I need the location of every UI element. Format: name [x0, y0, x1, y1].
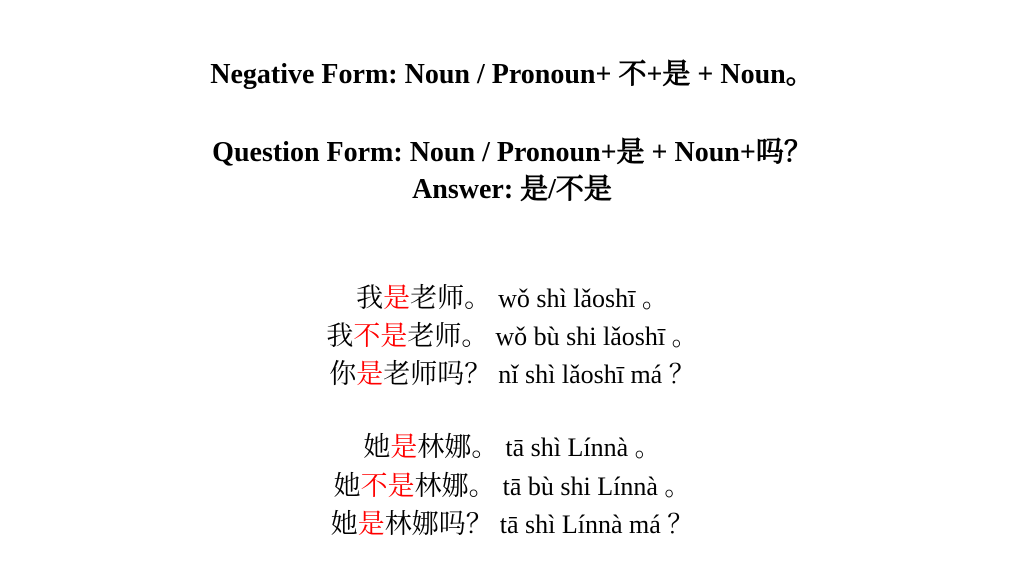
pinyin-text: nǐ shì lǎoshī má ？ — [498, 360, 695, 389]
chinese-text — [334, 471, 496, 502]
chinese-prefix: 你 — [329, 359, 357, 390]
example-sentence — [0, 361, 1024, 389]
chinese-text — [331, 509, 493, 540]
example-sentence — [0, 511, 1024, 539]
chinese-prefix: 我 — [356, 283, 384, 314]
negative-form-rule: Negative Form: Noun / Pronoun+ 不+是 + Noun。 — [210, 59, 814, 90]
chinese-prefix: 她 — [330, 509, 358, 540]
question-form-rule: Question Form: Noun / Pronoun+是 + Noun+吗？ — [212, 137, 812, 168]
chinese-suffix: 老师。 — [407, 321, 489, 352]
chinese-text — [363, 432, 498, 463]
highlighted-verb: 是 — [356, 359, 384, 390]
highlighted-verb: 是 — [390, 432, 418, 463]
chinese-prefix: 她 — [333, 471, 361, 502]
highlighted-verb: 是 — [357, 509, 385, 540]
chinese-suffix: 老师吗？ — [383, 359, 492, 390]
chinese-suffix: 老师。 — [410, 283, 492, 314]
chinese-prefix: 我 — [326, 321, 354, 352]
answer-rule: Answer: 是/不是 — [412, 174, 612, 205]
pinyin-text: tā bù shi Línnà 。 — [502, 472, 691, 501]
example-sentence — [0, 323, 1024, 351]
pinyin-text: wǒ bù shi lǎoshī 。 — [495, 322, 698, 351]
highlighted-verb: 不是 — [360, 471, 415, 502]
chinese-suffix: 林娜。 — [414, 471, 496, 502]
chinese-text — [326, 321, 488, 352]
chinese-prefix: 她 — [363, 432, 391, 463]
example-sentence — [0, 285, 1024, 313]
chinese-suffix: 林娜。 — [417, 432, 499, 463]
example-sentence — [0, 434, 1024, 462]
pinyin-text: tā shì Línnà má ？ — [499, 510, 694, 539]
highlighted-verb: 不是 — [353, 321, 408, 352]
highlighted-verb: 是 — [383, 283, 411, 314]
chinese-text — [356, 283, 491, 314]
example-sentence — [0, 473, 1024, 501]
pinyin-text: tā shì Línnà 。 — [505, 433, 661, 462]
chinese-suffix: 林娜吗？ — [384, 509, 493, 540]
chinese-text — [329, 359, 491, 390]
pinyin-text: wǒ shì lǎoshī 。 — [498, 284, 668, 313]
